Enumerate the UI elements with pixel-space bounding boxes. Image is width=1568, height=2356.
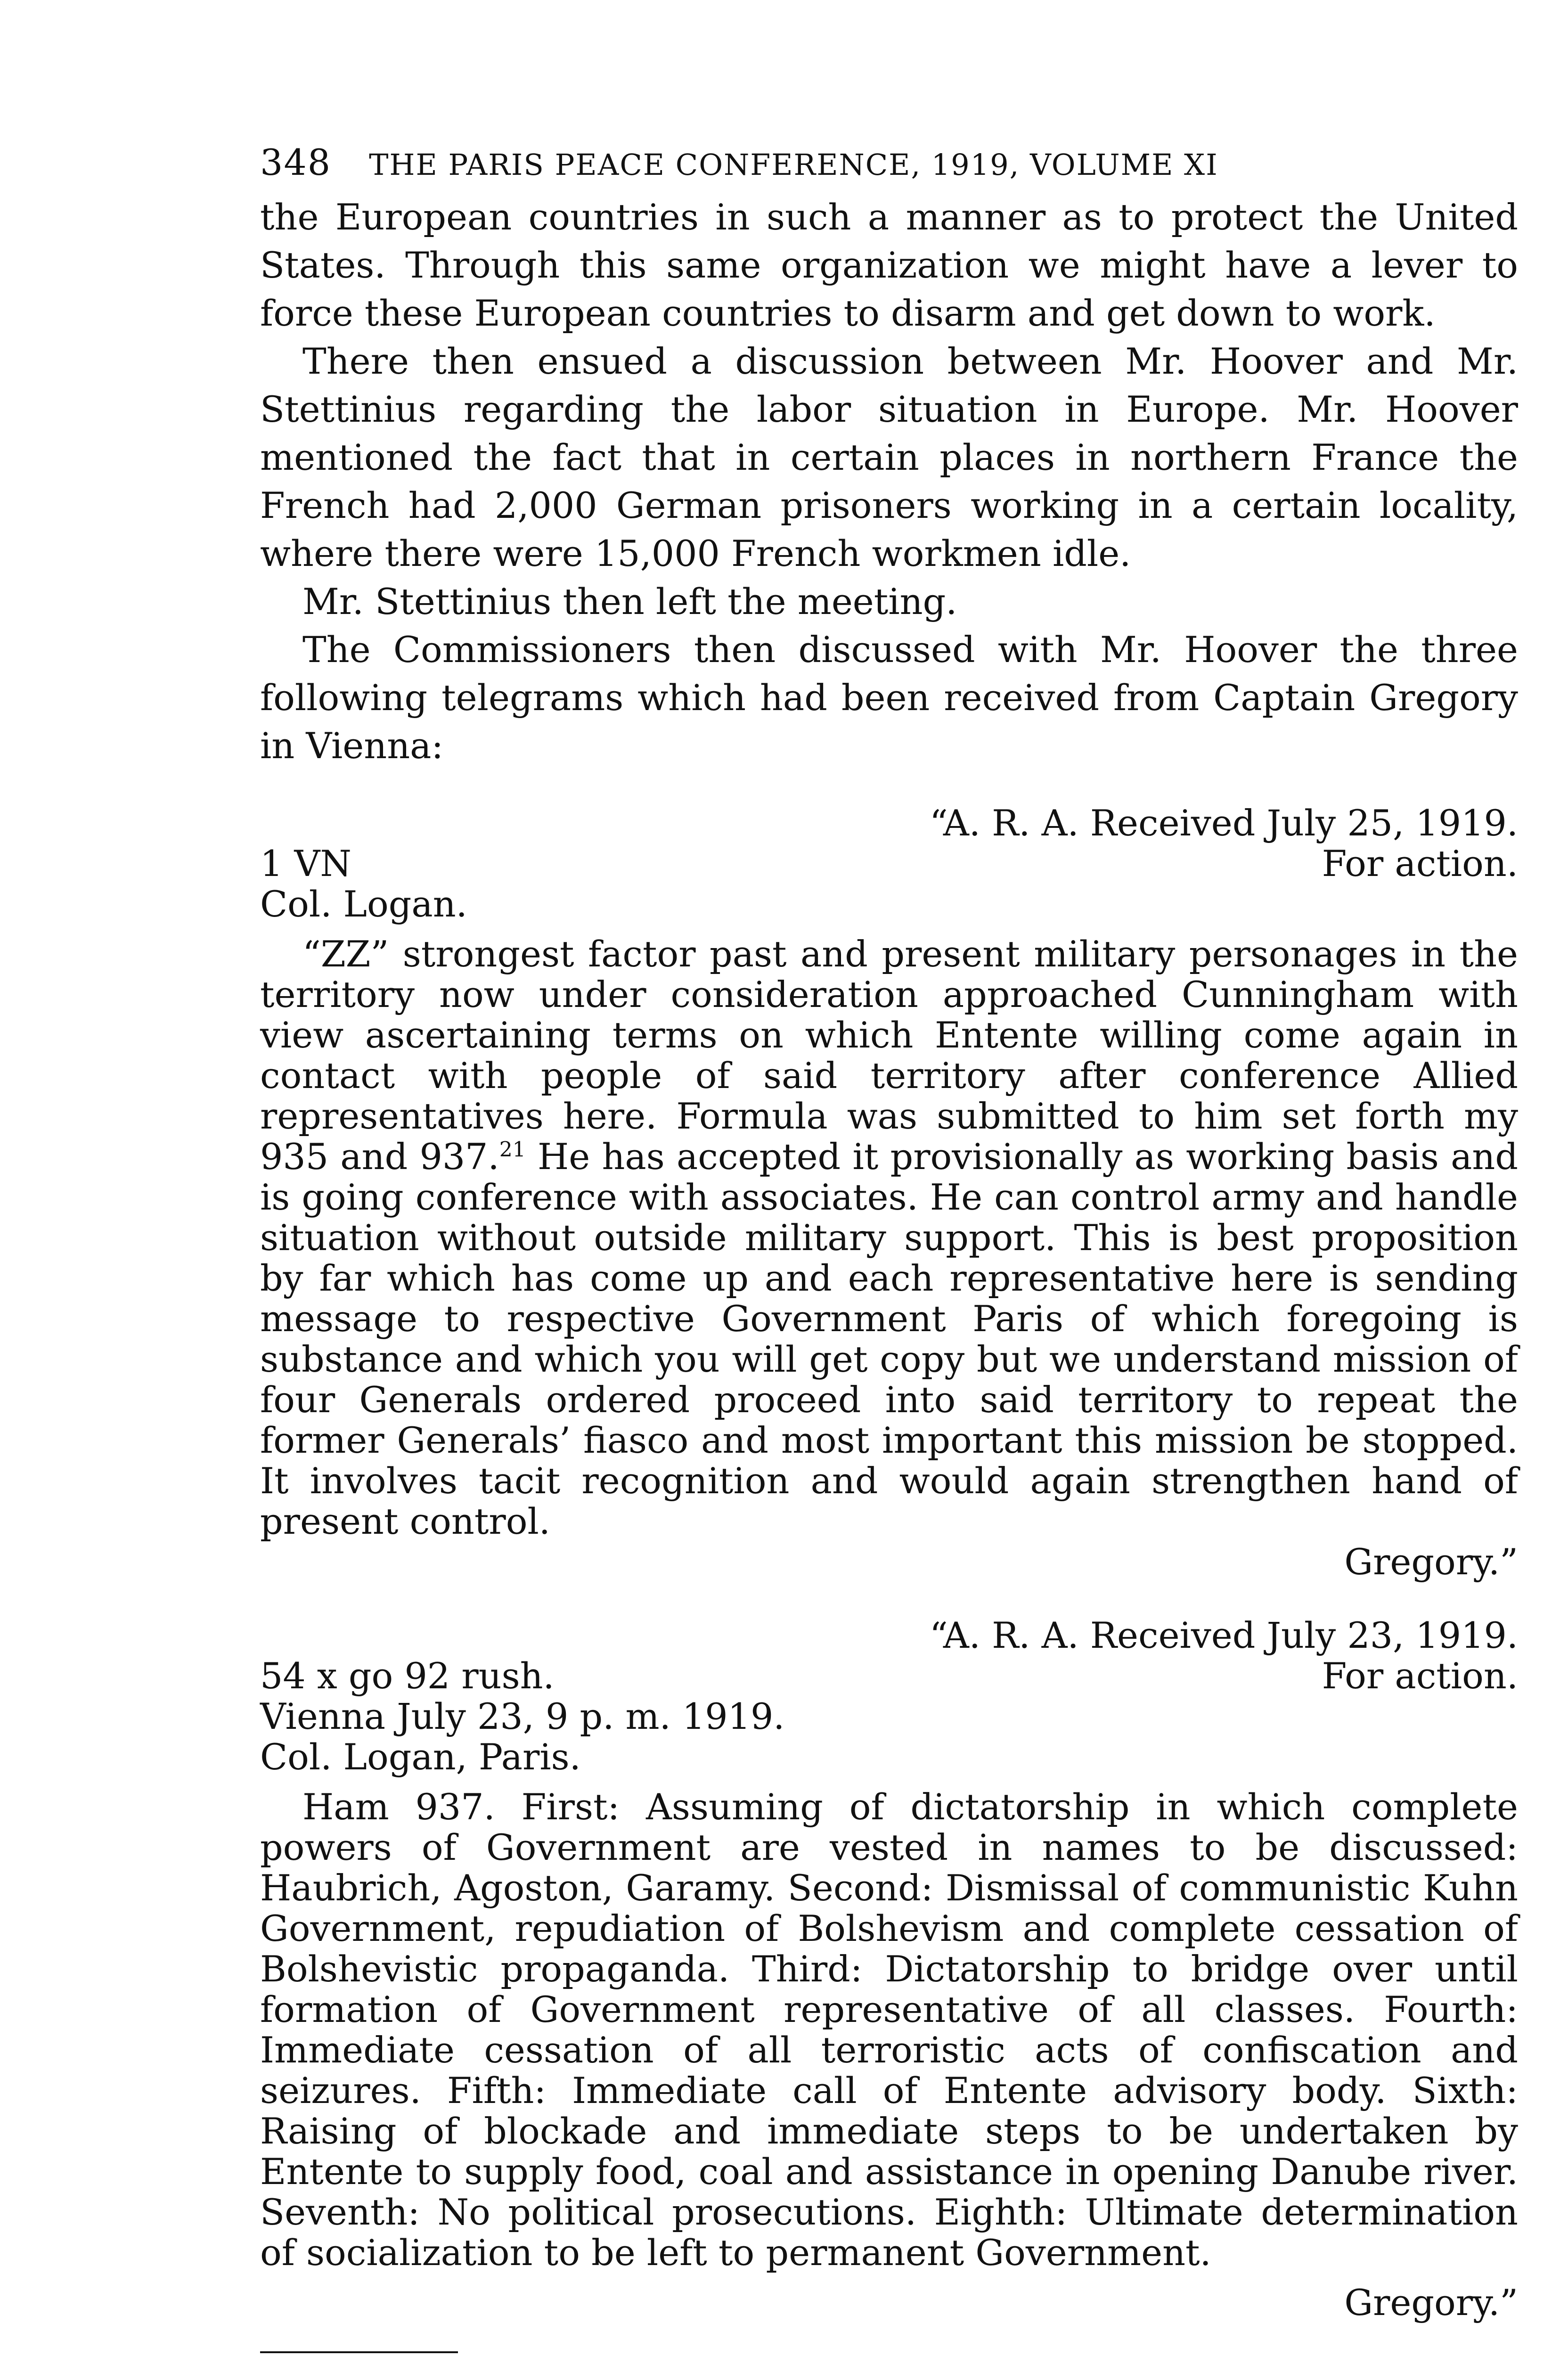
telegram-1-addressee: Col. Logan. (260, 883, 467, 925)
document-page (260, 141, 1518, 2356)
telegram-2-signature: Gregory.” (1344, 2282, 1518, 2323)
telegram-1-received: “A. R. A. Received July 25, 1919. (929, 802, 1518, 844)
telegram-1-body (260, 934, 1518, 1542)
telegram-1-code-row (260, 843, 1518, 884)
footnote-reference: 21 (499, 1137, 526, 1162)
telegram-2-body: Ham 937. First: Assuming of dictatorship in which complete powers of Government are vested in names to be discussed: Haubrich, Agoston, Garamy. Second: Dismissal of communistic Kuhn Government, repudiation of Bolshevism and complete cessation of Bolshevistic propaganda. Third: Dictatorship to bridge over until formation of Government representative of all classes. Fourth: Immediate cessation of all terroristic acts of confiscation and seizures. Fifth: Immediate call of Entente advisory body. Sixth: Raising of blockade and immediate steps to be undertaken by Entente to supply food, coal and assistance in opening Danube river. Seventh: No political prosecutions. Eighth: Ultimate determination of socialization to be left to permanent Government. (260, 1786, 1518, 2274)
telegram-2-received: “A. R. A. Received July 23, 1919. (929, 1614, 1518, 1656)
paragraph-3: Mr. Stettinius then left the meeting. (302, 581, 957, 622)
telegram-1-body-part-2: He has accepted it provisionally as working basis and is going conference with associates. He can control army and handle situation without outside military support. This is best proposition by far which has come up and each representative here is sending message to respective Government Paris of which foregoing is substance and which you will get copy but we understand mission of four Generals ordered proceed into said territory to repeat the former Generals’ fiasco and most important this mission be stopped. It involves tacit recognition and would again strengthen hand of present control. (260, 1136, 1518, 1542)
paragraph-1: the European countries in such a manner as to protect the United States. Through this same organization we might have a lever to force these European countries to disarm and get down to work. (260, 196, 1518, 334)
running-header (260, 141, 1518, 193)
telegram-2-code: 54 x go 92 rush. (260, 1655, 555, 1697)
telegram-2-code-row (260, 1656, 1518, 1696)
running-title: THE PARIS PEACE CONFERENCE, 1919, VOLUME XI (369, 147, 1218, 182)
telegram-1-code: 1 VN (260, 843, 351, 884)
telegram-1 (260, 803, 1518, 1582)
telegram-2 (260, 1615, 1518, 2323)
footnote-divider (260, 2351, 458, 2353)
paragraph-4: The Commissioners then discussed with Mr. Hoover the three following telegrams which had been received from Captain Gregory in Vienna: (260, 629, 1518, 767)
telegram-1-action: For action. (1322, 843, 1518, 884)
telegram-1-body-part-1: “ZZ” strongest factor past and present military personages in the territory now under consideration approached Cunningham with view ascertaining terms on which Entente willing come again in contact with people of said territory after conference Allied representatives here. Formula was submitted to him set forth my 935 and 937. (260, 933, 1518, 1178)
page-number: 348 (260, 141, 332, 183)
telegram-2-action: For action. (1322, 1655, 1518, 1697)
telegram-1-signature: Gregory.” (1344, 1541, 1518, 1583)
telegram-2-origin: Vienna July 23, 9 p. m. 1919. (260, 1695, 785, 1737)
telegram-2-addressee: Col. Logan, Paris. (260, 1736, 581, 1778)
paragraph-2: There then ensued a discussion between Mr. Hoover and Mr. Stettinius regarding the labor situation in Europe. Mr. Hoover mentioned the fact that in certain places in northern France the French had 2,000 German prisoners working in a certain locality, where there were 15,000 French workmen idle. (260, 340, 1518, 574)
